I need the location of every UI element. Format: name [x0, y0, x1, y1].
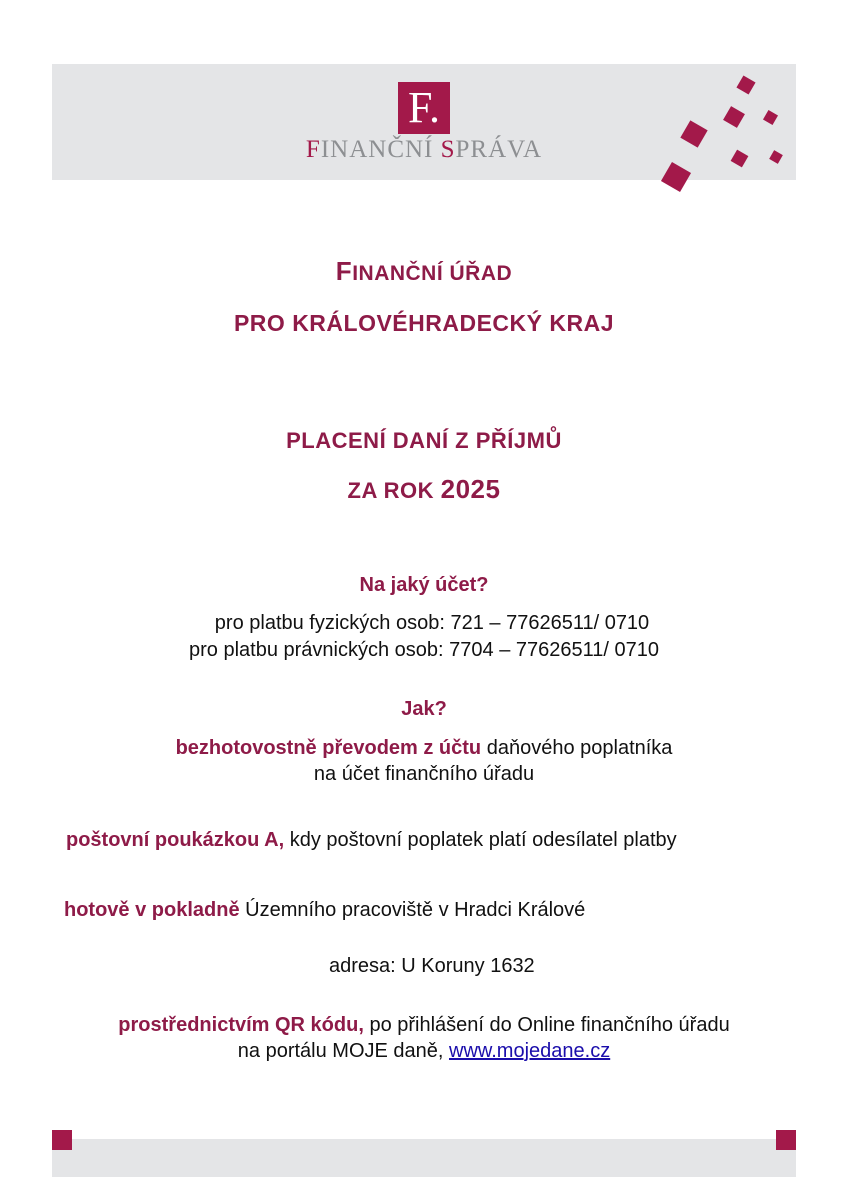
method-postal: poštovní poukázkou A, kdy poštovní poplatek platí odesílatel platby: [66, 829, 677, 851]
logo-letter: F.: [408, 83, 440, 132]
footer-square-left-icon: [52, 1130, 72, 1150]
office-title-line2: PRO KRÁLOVÉHRADECKÝ KRAJ: [233, 310, 615, 336]
topic-title-line2: ZA ROK 2025: [347, 474, 501, 504]
method-qr: prostřednictvím QR kódu, po přihlášení do Online finančního úřadu: [118, 1014, 730, 1036]
method-transfer: bezhotovostně převodem z účtu daňového poplatníka: [175, 737, 673, 759]
logo-wordmark: [0, 136, 848, 164]
accounts-heading: Na jaký účet?: [359, 574, 489, 596]
method-qr-line2: na portálu MOJE daně, www.mojedane.cz: [237, 1040, 611, 1062]
method-cash: hotově v pokladně Územního pracoviště v Hradci Králové: [64, 899, 586, 921]
how-heading: Jak?: [401, 698, 447, 720]
office-title-line1: FINANČNÍ ÚŘAD: [335, 256, 513, 286]
logo-word-sprava: PRÁVA: [455, 136, 543, 163]
topic-title-line1: PLACENÍ DANÍ Z PŘÍJMŮ: [286, 428, 562, 453]
cash-address: adresa: U Koruny 1632: [329, 955, 535, 977]
logo-initial-f: F: [305, 136, 321, 163]
logo-mark: [398, 82, 450, 134]
mojedane-link[interactable]: www.mojedane.cz: [449, 1040, 611, 1062]
logo-initial-s: S: [440, 136, 456, 163]
footer-square-right-icon: [776, 1130, 796, 1150]
method-transfer-line2: na účet finančního úřadu: [313, 763, 535, 785]
logo-word-financni: INANČNÍ: [320, 136, 441, 163]
account-legal-entities: pro platbu právnických osob: 7704 – 77626511/ 0710: [189, 639, 659, 661]
footer-band: [52, 1139, 796, 1177]
account-individuals: pro platbu fyzických osob: 721 – 77626511/ 0710: [214, 612, 650, 634]
